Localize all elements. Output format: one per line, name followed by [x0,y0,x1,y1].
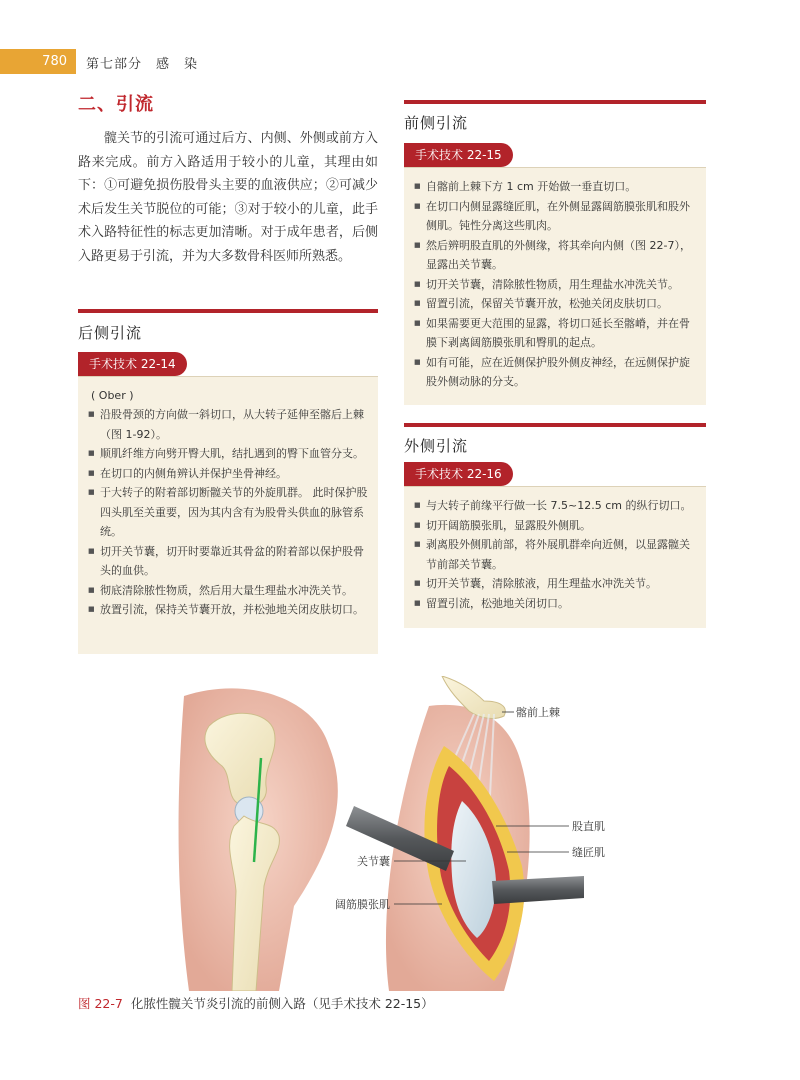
lateral-step: ■ 剥离股外侧肌前部，将外展肌群牵向近侧，以显露髋关节前部关节囊。 [414,535,696,574]
anterior-step: ■ 在切口内侧显露缝匠肌，在外侧显露阔筋膜张肌和股外侧肌。钝性分离这些肌肉。 [414,197,696,236]
label-tfl: 阔筋膜张肌 [335,898,390,911]
lateral-technique-box [404,486,706,628]
posterior-technique-box [78,376,378,654]
anterior-step: ■ 如有可能，应在近侧保护股外侧皮神经，在远侧保护旋股外侧动脉的分支。 [414,353,696,392]
anterior-step: ■ 如果需要更大范围的显露，将切口延长至髂嵴，并在骨膜下剥离阔筋膜张肌和臀肌的起点。 [414,314,696,353]
anterior-technique-tag: 手术技术 22-15 [404,143,513,167]
label-capsule: 关节囊 [357,855,390,868]
page-number: 780 [0,49,76,74]
label-rectus: 股直肌 [572,820,605,833]
posterior-step: ■ 沿股骨颈的方向做一斜切口，从大转子延伸至髂后上棘（图 1-92）。 [88,405,368,444]
posterior-step: ■ 在切口的内侧角辨认并保护坐骨神经。 [88,464,368,484]
figure-caption [78,994,434,1012]
lateral-rule [404,423,706,427]
anterior-step: ■ 留置引流，保留关节囊开放，松弛关闭皮肤切口。 [414,294,696,314]
anterior-step: ■ 然后辨明股直肌的外侧缘，将其牵向内侧（图 22-7），显露出关节囊。 [414,236,696,275]
anterior-steps [414,177,696,392]
section-heading: 二、引流 [78,94,154,115]
lateral-step: ■ 切开关节囊，清除脓液，用生理盐水冲洗关节。 [414,574,696,594]
posterior-title: 后侧引流 [78,324,143,342]
posterior-technique-tag: 手术技术 22-14 [78,352,187,376]
anterior-technique-box [404,167,706,405]
posterior-step: ■ 切开关节囊，切开时要靠近其骨盆的附着部以保护股骨头的血供。 [88,542,368,581]
lateral-step: ■ 与大转子前缘平行做一长 7.5~12.5 cm 的纵行切口。 [414,496,696,516]
surgical-illustration [174,676,626,991]
posterior-step: ■ 彻底清除脓性物质，然后用大量生理盐水冲洗关节。 [88,581,368,601]
lateral-technique-tag: 手术技术 22-16 [404,462,513,486]
anterior-step: ■ 切开关节囊，清除脓性物质，用生理盐水冲洗关节。 [414,275,696,295]
anterior-title: 前侧引流 [404,114,469,132]
hip-overview [179,688,338,991]
ober-label: ( Ober ) [91,389,134,402]
lateral-title: 外侧引流 [404,437,469,455]
lateral-step: ■ 切开阔筋膜张肌，显露股外侧肌。 [414,516,696,536]
posterior-step: ■ 于大转子的附着部切断髋关节的外旋肌群。 此时保护股四头肌至关重要，因为其内含有为股骨头供血的脉管系统。 [88,483,368,542]
anterior-step: ■ 自髂前上棘下方 1 cm 开始做一垂直切口。 [414,177,696,197]
lateral-steps [414,496,696,613]
posterior-steps [88,405,368,620]
anterior-rule [404,100,706,104]
posterior-step: ■ 放置引流，保持关节囊开放，并松弛地关闭皮肤切口。 [88,600,368,620]
lateral-step: ■ 留置引流，松弛地关闭切口。 [414,594,696,614]
part-title: 第七部分 感 染 [86,57,199,72]
posterior-rule [78,309,378,313]
surgical-field [346,676,584,991]
label-asis: 髂前上棘 [516,706,560,719]
figure-number: 图 22-7 [78,996,123,1011]
label-sartorius: 缝匠肌 [572,846,605,859]
figure-caption-text: 化脓性髋关节炎引流的前侧入路（见手术技术 22-15） [130,996,434,1011]
intro-paragraph: 髋关节的引流可通过后方、内侧、外侧或前方入路来完成。前方入路适用于较小的儿童，其理由如下：①可避免损伤股骨头主要的血液供应；②可减少术后发生关节脱位的可能；③对于较小的儿童，此手术入路特征性的标志更加清晰。对于成年患者，后侧入路更易于引流，并为大多数骨科医师所熟悉。 [78,131,378,264]
posterior-step: ■ 顺肌纤维方向劈开臀大肌，结扎遇到的臀下血管分支。 [88,444,368,464]
